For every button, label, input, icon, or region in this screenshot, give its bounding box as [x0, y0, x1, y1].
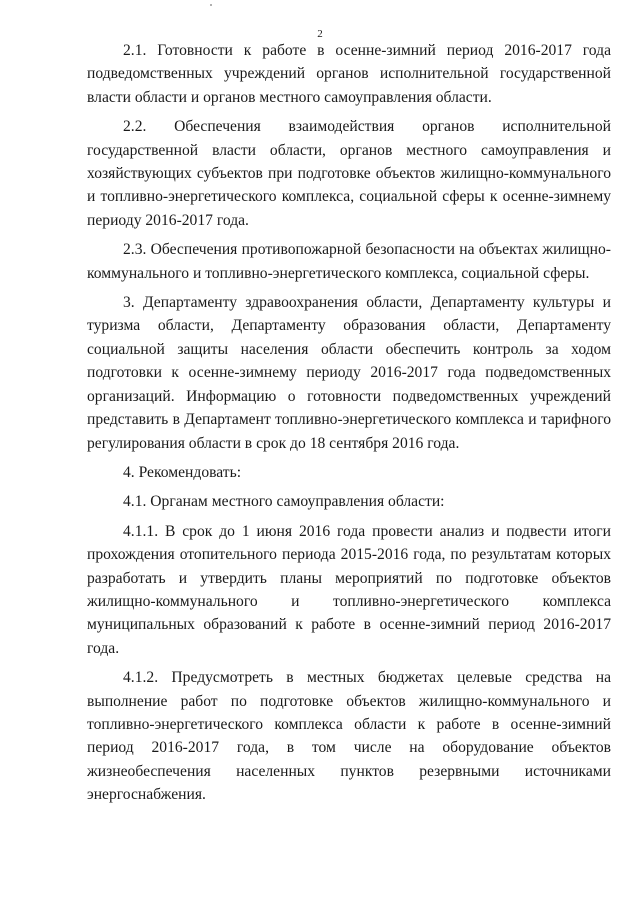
paragraph-4-1: 4.1. Органам местного самоуправления области: — [123, 493, 445, 511]
scan-speck — [210, 4, 212, 6]
page-number: 2 — [317, 28, 323, 40]
paragraph-2-3: 2.3. Обеспечения противопожарной безопасности на объектах жилищно-коммунального и топливно-энергетического комплекса, социальной сферы. — [87, 241, 611, 282]
paragraph-3: 3. Департаменту здравоохранения области, Департаменту культуры и туризма области, Департаменту образования области, Департаменту социальной защиты населения области обеспечить контроль за ходом подготовки к осенне-зимнему периоду 2016-2017 года подведомственных организаций. Информацию о готовности подведомственных учреждений представить в Департамент топливно-энергетического комплекса и тарифного регулирования области в срок до 18 сентября 2016 года. — [87, 294, 611, 452]
paragraph-2-1: 2.1. Готовности к работе в осенне-зимний период 2016-2017 года подведомственных учреждений органов исполнительной государственной власти области и органов местного самоуправления области. — [87, 42, 611, 106]
paragraph-4: 4. Рекомендовать: — [123, 463, 242, 481]
paragraph-2-2: 2.2. Обеспечения взаимодействия органов исполнительной государственной власти области, органов местного самоуправления и хозяйствующих субъектов при подготовке объектов жилищно-коммунального и топливно-энергетического комплекса, социальной сферы к осенне-зимнему периоду 2016-2017 года. — [87, 118, 611, 229]
document-body — [87, 39, 611, 813]
paragraph-4-1-2: 4.1.2. Предусмотреть в местных бюджетах целевые средства на выполнение работ по подготовке объектов жилищно-коммунального и топливно-энергетического комплекса области к работе в осенне-зимний период 2016-2017 года, в том числе на оборудование объектов жизнеобеспечения населенных пунктов резервными источниками энергоснабжения. — [87, 669, 611, 804]
paragraph-4-1-1: 4.1.1. В срок до 1 июня 2016 года провести анализ и подвести итоги прохождения отопительного периода 2015-2016 года, по результатам которых разработать и утвердить планы мероприятий по подготовке объектов жилищно-коммунального и топливно-энергетического комплекса муниципальных образований к работе в осенне-зимний период 2016-2017 года. — [87, 522, 611, 657]
